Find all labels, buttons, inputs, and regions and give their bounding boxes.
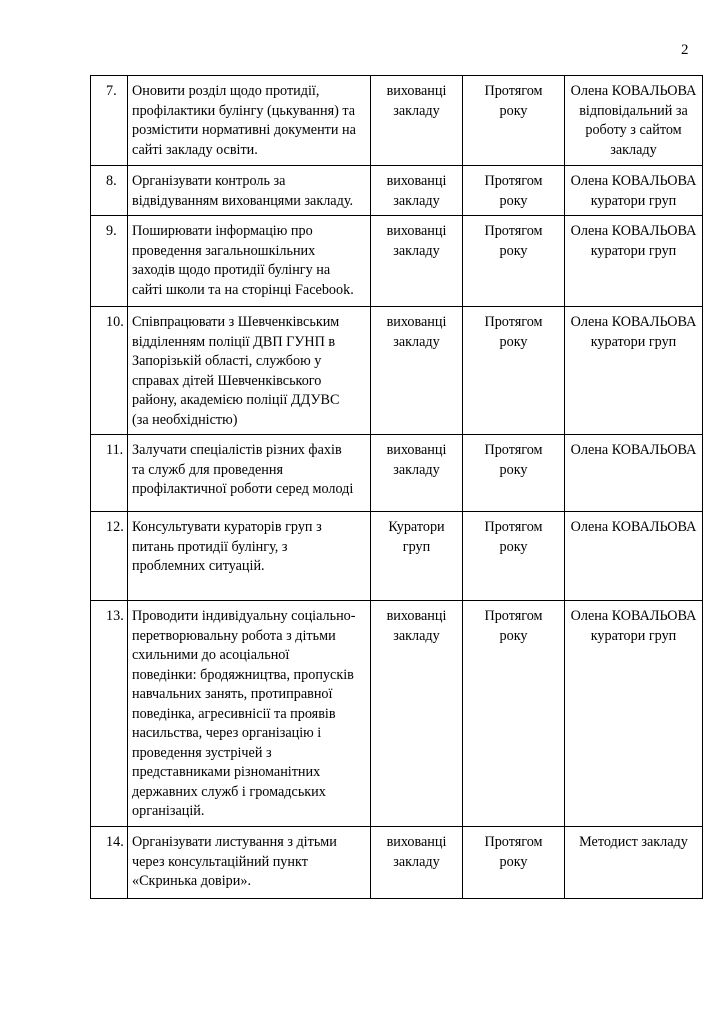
term-cell-line: року [499,102,528,119]
target-cell-line: вихованці [386,608,447,624]
target-cell [371,307,463,435]
term-cell-line: року [499,333,528,350]
target-cell-line: груп [402,538,431,555]
action-cell-line: через консультаційний пункт [132,853,308,870]
responsible-cell-line: закладу [610,141,657,158]
action-cell [128,216,371,307]
row-number: 13. [91,601,128,827]
table-row [91,216,703,307]
action-cell-line: проведення загальношкільних [132,242,316,259]
responsible-cell [565,216,703,307]
action-cell-line: проведення зустрічей з [132,744,272,761]
table-row [91,601,703,827]
action-cell-line: представниками різноманітних [132,764,321,780]
page-number: 2 [681,42,689,58]
action-cell-line: навчальних занять, протиправної [132,686,333,702]
term-cell-line: року [499,461,528,478]
action-cell [128,435,371,512]
target-cell-line: вихованці [386,83,447,99]
row-number: 11. [91,435,128,512]
term-cell [463,166,565,216]
responsible-cell-line: Олена КОВАЛЬОВА [570,173,697,189]
action-cell-line: Організувати листування з дітьми [132,834,337,850]
action-cell-line: відділенням поліції ДВП ГУНП в [132,333,336,350]
responsible-cell-line: Олена КОВАЛЬОВА [570,519,697,535]
target-cell-line: закладу [393,102,440,119]
target-cell-line: вихованці [386,314,447,330]
responsible-cell-line: відповідальний за [579,102,688,119]
row-number: 8. [91,166,128,216]
table-row [91,166,703,216]
responsible-cell-line: куратори груп [590,242,677,259]
row-number: 14. [91,827,128,899]
responsible-cell [565,76,703,166]
term-cell-line: Протягом [484,314,543,330]
term-cell-line: року [499,192,528,209]
term-cell [463,307,565,435]
responsible-cell-line: Олена КОВАЛЬОВА [570,608,697,624]
term-cell-line: Протягом [484,834,543,850]
action-cell-line: схильними до асоціальної [132,647,290,663]
target-cell [371,166,463,216]
row-number: 7. [91,76,128,166]
responsible-cell-line: роботу з сайтом [585,122,682,138]
table-row [91,512,703,601]
action-cell-line: профілактичної роботи серед молоді [132,481,354,497]
table-row [91,827,703,899]
row-number: 12. [91,512,128,601]
target-cell-line: закладу [393,333,440,350]
target-cell-line: Куратори [388,519,445,535]
action-cell-line: району, академією поліції ДДУВС [132,392,340,408]
target-cell-line: вихованці [386,442,447,458]
term-cell-line: Протягом [484,173,543,189]
action-cell [128,512,371,601]
action-cell-line: «Скринька довіри». [132,873,252,889]
action-cell-line: організацій. [132,803,205,819]
responsible-cell-line: куратори груп [590,192,677,209]
target-cell [371,216,463,307]
action-cell-line: питань протидії булінгу, з [132,538,288,555]
row-number: 10. [91,307,128,435]
target-cell-line: закладу [393,192,440,209]
responsible-cell-line: Методист закладу [579,834,688,850]
term-cell [463,435,565,512]
target-cell [371,827,463,899]
target-cell-line: закладу [393,242,440,259]
action-cell-line: перетворювальну робота з дітьми [132,627,336,644]
term-cell [463,216,565,307]
term-cell-line: року [499,627,528,644]
action-cell-line: профілактики булінгу (цькування) та [132,102,356,119]
action-cell-line: поведінка, агресивнісії та проявів [132,705,336,722]
row-number: 9. [91,216,128,307]
target-cell [371,435,463,512]
term-cell [463,827,565,899]
term-cell-line: Протягом [484,519,543,535]
action-cell-line: сайті школи та на сторінці Facebook. [132,281,354,298]
responsible-cell-line: Олена КОВАЛЬОВА [570,223,697,239]
action-cell-line: Організувати контроль за [132,173,286,189]
term-cell-line: року [499,853,528,870]
responsible-cell [565,827,703,899]
target-cell-line: закладу [393,461,440,478]
action-cell [128,166,371,216]
target-cell [371,76,463,166]
action-cell-line: сайті закладу освіти. [132,141,258,158]
term-cell-line: року [499,242,528,259]
plan-table [90,75,703,899]
target-cell-line: закладу [393,853,440,870]
table-row [91,435,703,512]
action-cell-line: відвідуванням вихованцями закладу. [132,192,354,209]
action-cell-line: справах дітей Шевченківського [132,372,322,389]
action-cell-line: Співпрацювати з Шевченківським [132,314,340,330]
action-cell-line: Оновити розділ щодо протидії, [132,83,320,99]
target-cell-line: вихованці [386,223,447,239]
action-cell-line: розмістити нормативні документи на [132,122,356,138]
responsible-cell [565,601,703,827]
action-cell [128,307,371,435]
responsible-cell [565,166,703,216]
term-cell-line: Протягом [484,223,543,239]
responsible-cell [565,307,703,435]
table-row [91,307,703,435]
target-cell-line: вихованці [386,834,447,850]
responsible-cell [565,435,703,512]
term-cell-line: Протягом [484,83,543,99]
action-cell-line: (за необхідністю) [132,411,238,428]
action-cell-line: державних служб і громадських [132,783,326,800]
action-cell-line: Поширювати інформацію про [132,223,313,239]
action-cell-line: та служб для проведення [132,461,283,478]
target-cell [371,512,463,601]
target-cell-line: вихованці [386,173,447,189]
target-cell [371,601,463,827]
term-cell-line: Протягом [484,608,543,624]
term-cell-line: Протягом [484,442,543,458]
action-cell [128,601,371,827]
action-cell-line: заходів щодо протидії булінгу на [132,262,331,278]
term-cell-line: року [499,538,528,555]
responsible-cell-line: Олена КОВАЛЬОВА [570,442,697,458]
term-cell [463,76,565,166]
action-cell-line: Залучати спеціалістів різних фахів [132,442,342,458]
target-cell-line: закладу [393,627,440,644]
action-cell [128,827,371,899]
action-cell-line: Консультувати кураторів груп з [132,519,322,535]
action-cell-line: насильства, через організацію і [132,725,322,741]
term-cell [463,512,565,601]
responsible-cell-line: Олена КОВАЛЬОВА [570,314,697,330]
action-cell-line: Проводити індивідуальну соціально- [132,608,356,624]
term-cell [463,601,565,827]
table-row [91,76,703,166]
responsible-cell-line: куратори груп [590,627,677,644]
responsible-cell [565,512,703,601]
action-cell [128,76,371,166]
responsible-cell-line: куратори груп [590,333,677,350]
responsible-cell-line: Олена КОВАЛЬОВА [570,83,697,99]
action-cell-line: поведінки: бродяжництва, пропусків [132,666,354,683]
action-cell-line: Запорізькій області, службою у [132,353,322,369]
action-cell-line: проблемних ситуацій. [132,558,265,574]
